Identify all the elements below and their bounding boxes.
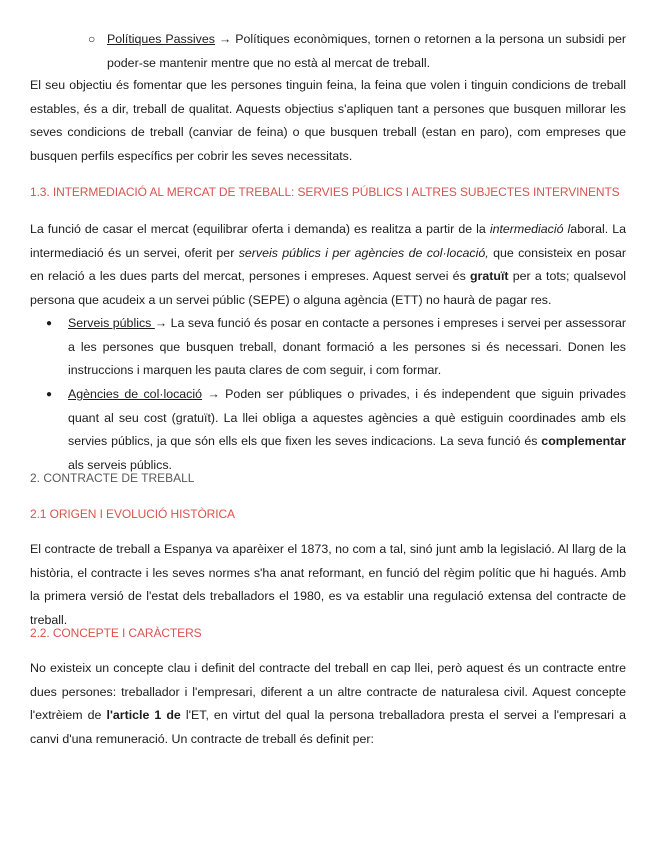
bullet-item-serveis-publics [46, 312, 626, 383]
text-run: aboral. La intermediació és un servei, oferit per [30, 222, 626, 260]
heading-1-3: 1.3. INTERMEDIACIÓ AL MERCAT DE TREBALL: SERVIES PÚBLICS I ALTRES SUBJECTES INTERVINENTS [30, 185, 620, 199]
arrow-icon: → [202, 387, 220, 401]
paragraph-funcio [30, 218, 626, 312]
paragraph-objectiu: El seu objectiu és fomentar que les persones tinguin feina, la feina que volen i tinguin condicions de treball estables, és a dir, treball de qualitat. Aquests objectius s'apliquen tant a persones que busquen millorar les seves condicions de treball (canviar de feina) o que busquen treball (estan en paro), com empreses que busquen perfils específics per cobrir les seves necessitats. [30, 78, 626, 163]
bullet-item-agencies [46, 383, 626, 477]
emphasis-text: intermediació l [489, 222, 571, 236]
arrow-icon: → [154, 316, 168, 330]
item-text: Polítiques econòmiques, tornen o retornen a la persona un subsidi per poder-se mantenir mentre que no està al mercat de treball. [107, 32, 626, 70]
sub-list-item [88, 28, 626, 75]
heading-2-2: 2.2. CONCEPTE I CARÀCTERS [30, 626, 202, 640]
paragraph-origen: El contracte de treball a Espanya va aparèixer el 1873, no com a tal, sinó junt amb la legislació. Al llarg de la història, el contracte i les seves normes s'ha anat reformant, en funció del règim polític que hi hagués. Amb la primera versió de l'estat dels treballadors el 1980, es va establir una regulació extensa del contracte de treball. [30, 542, 626, 627]
bold-text: complementar [541, 434, 626, 448]
dot-bullet-icon: ● [46, 389, 53, 400]
text-run: No existeix un concepte clau i definit del contracte del treball en cap llei, però aquest és un contracte entre dues persones: treballador i l'empresari, diferent a un altre contracte de naturalesa civil. Aquest concepte l'extrèiem de [30, 661, 626, 722]
heading-2-1: 2.1 ORIGEN I EVOLUCIÓ HISTÒRICA [30, 507, 235, 521]
term-serveis-publics: Serveis públics [68, 316, 155, 330]
term-agencies-collocacio: Agències de col·locació [68, 387, 203, 401]
text-run: per a tots; qualsevol persona que acudeix a un servei públic (SEPE) o alguna agència (ETT) no haurà de pagar res. [30, 269, 626, 307]
text-run: l'ET, en virtut del qual la persona treballadora presta el servei a l'empresari a canvi d'una remuneració. Un contracte de treball és definit per: [30, 708, 626, 746]
arrow-icon: → [218, 32, 232, 46]
text-run: La funció de casar el mercat (equilibrar oferta i demanda) es realitza a partir de la [30, 222, 490, 236]
item-text: La seva funció és posar en contacte a persones i empreses i servei per assessorar a les persones que busquen treball, donant formació a les persones si és necessari. Donen les instruccions i marquen les pauta clares de com seguir, i com formar. [68, 316, 626, 377]
term-politiques-passives: Polítiques Passives [107, 32, 215, 46]
circle-bullet-icon: ○ [88, 32, 96, 46]
dot-bullet-icon: ● [46, 318, 53, 329]
item-text: Poden ser públiques o privades, i és independent que siguin privades quant al seu cost (gratuït). La llei obliga a aquestes agències a què estiguin coordinades amb els servies públics, ja que són ells els que fixen les seves indicacions. La seva funció és [68, 387, 626, 448]
text-run: que consisteix en posar en relació a les dues parts del mercat, persones i empreses. Aquest servei és [30, 245, 627, 283]
bold-text: l'article 1 de [106, 708, 181, 722]
bold-text: gratuït [469, 269, 509, 283]
heading-2: 2. CONTRACTE DE TREBALL [30, 471, 195, 485]
paragraph-concepte [30, 657, 626, 751]
item-text-tail: als serveis públics. [68, 457, 172, 472]
emphasis-text: serveis públics i per agències de col·locació, [238, 245, 489, 260]
